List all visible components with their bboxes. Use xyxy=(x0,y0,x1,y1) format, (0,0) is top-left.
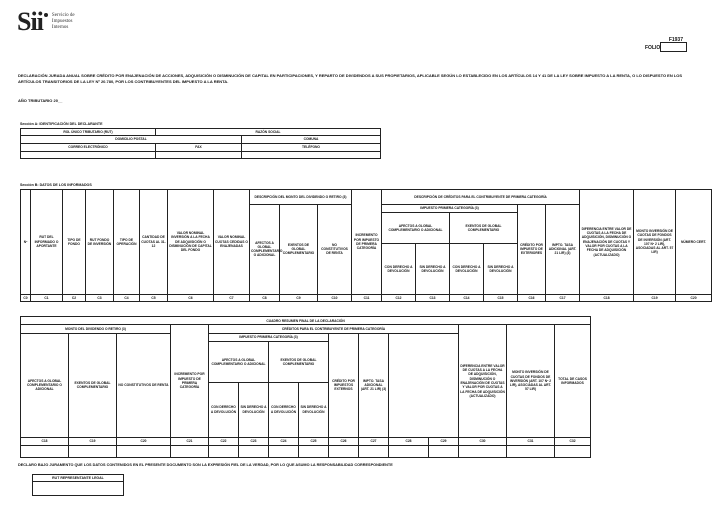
impuesto-group-header: IMPUESTO PRIMERA CATEGORÍA (3) xyxy=(382,204,518,212)
code-cell: C27 xyxy=(359,437,389,445)
rut-header: ROL ÚNICO TRIBUTARIO (RUT) xyxy=(21,129,156,136)
folio-label: FOLIO xyxy=(645,45,661,51)
value-cell[interactable] xyxy=(209,446,239,458)
form-code: F1937 xyxy=(668,37,683,43)
col-header: EXENTOS DE GLOBAL COMPLEMENTARIO xyxy=(269,342,329,383)
col-header: INCREMENTO POR IMPUESTO DE PRIMERA CATEGORÍA xyxy=(352,190,382,295)
col-header: SIN DERECHO A DEVOLUCIÓN xyxy=(416,244,450,294)
comuna-header: COMUNA xyxy=(242,136,381,144)
fax-header: FAX xyxy=(156,144,242,152)
code-cell: C29 xyxy=(429,437,459,445)
col-header: SIN DERECHO A DEVOLUCIÓN xyxy=(299,382,329,437)
code-cell: C18 xyxy=(21,437,69,445)
value-cell[interactable] xyxy=(359,446,389,458)
sii-logo xyxy=(17,9,75,35)
value-cell[interactable] xyxy=(239,446,269,458)
col-header: TIPO DE OPERACIÓN xyxy=(114,190,140,295)
code-cell: C9 xyxy=(280,294,318,301)
logo-dot-icon xyxy=(44,13,48,17)
section-a-title: Sección A: IDENTIFICACIÓN DEL DECLARANTE xyxy=(20,122,103,126)
code-cell: C15 xyxy=(484,294,518,301)
col-header: CON DERECHO A DEVOLUCIÓN xyxy=(382,244,416,294)
logo-mark: Sii xyxy=(17,7,43,36)
col-header: AFECTOS A GLOBAL COMPLEMENTARIO O ADICIONAL xyxy=(250,204,280,294)
code-cell: C11 xyxy=(352,294,382,301)
col-header: IMPTO. TASA ADICIONAL (ART. 21 LIR) (3) xyxy=(546,204,580,294)
col-header: VALOR NOMINAL CUOTAS CEDIDAS O ENAJENADAS xyxy=(214,190,250,295)
code-cell: C19 xyxy=(69,437,117,445)
col-header: SIN DERECHO A DEVOLUCIÓN xyxy=(484,244,518,294)
code-cell: C25 xyxy=(299,437,329,445)
col-header: EXENTOS DE GLOBAL COMPLEMENTARIO xyxy=(280,204,318,294)
col-header: NÚMERO CERT. xyxy=(676,190,712,295)
col-header: TOTAL DE CASOS INFORMADOS xyxy=(555,325,591,437)
creditos-header: CRÉDITOS PARA EL CONTRIBUYENTE DE PRIMERA CATEGORÍA xyxy=(209,325,459,333)
intro-text: DECLARACIÓN JURADA ANUAL SOBRE CRÉDITO POR ENAJENACIÓN DE ACCIONES, ADQUISICIÓN O DISMINUCIÓN DE CAPITAL EN PARTICIPACIONES, Y REPARTO DE DIVIDENDOS A SUS PROPIETARIOS, APLICABLE SEGÚN LO ESTABLECIDO EN LOS ARTÍCULOS 14 Y 41 DE LA LEY SOBRE IMPUESTO A LA RENTA, O LO DISPUESTO EN LOS ARTÍCULOS TRANSITORIOS DE LA LEY Nº 20.780, POR LOS CONTRIBUYENTES DEL IMPUESTO A LA RENTA. xyxy=(18,73,683,84)
code-cell: C8 xyxy=(250,294,280,301)
code-cell: C14 xyxy=(450,294,484,301)
code-cell: C19 xyxy=(634,294,676,301)
col-header: NO CONSTITUTIVOS DE RENTA xyxy=(318,204,352,294)
value-cell[interactable] xyxy=(389,446,429,458)
value-cell[interactable] xyxy=(171,446,209,458)
col-header: CON DERECHO A DEVOLUCIÓN xyxy=(209,382,239,437)
telefono-header: TELÉFONO xyxy=(242,144,381,152)
col-header: CRÉDITO POR IMPUESTO DE EXTERIORES xyxy=(518,204,546,294)
code-cell: C21 xyxy=(171,437,209,445)
col-header: NO CONSTITUTIVOS DE RENTA xyxy=(117,333,171,437)
col-header: MONTO INVERSIÓN DE CUOTAS DE FONDOS DE INVERSIÓN (ART. 107 Nº 2 LIR), ASOCIADAS AL ART. 57 LIR) xyxy=(507,325,555,437)
col-header: SIN DERECHO A DEVOLUCIÓN xyxy=(239,382,269,437)
code-cell: C12 xyxy=(382,294,416,301)
code-cell: C26 xyxy=(329,437,359,445)
logo-subtitle xyxy=(52,13,75,31)
monto-group-header: DESCRIPCIÓN DEL MONTO DEL DIVIDENDO O RETIRO (3) xyxy=(250,190,352,205)
rut-representante-label: RUT REPRESENTANTE LEGAL xyxy=(33,475,123,482)
value-cell[interactable] xyxy=(329,446,359,458)
code-cell: C6 xyxy=(168,294,214,301)
code-cell: C30 xyxy=(459,437,507,445)
code-cell: C32 xyxy=(555,437,591,445)
code-cell: C31 xyxy=(507,437,555,445)
col-header: AFECTOS A GLOBAL COMPLEMENTARIO O ADICIONAL xyxy=(209,342,269,383)
col-header: CON DERECHO A DEVOLUCIÓN xyxy=(269,382,299,437)
code-cell: C1 xyxy=(31,294,63,301)
creditos-group-header: DESCRIPCIÓN DE CRÉDITOS PARA EL CONTRIBUYENTE DE PRIMERA CATEGORÍA xyxy=(382,190,580,205)
folio-field[interactable] xyxy=(660,42,687,52)
correo-header: CORREO ELECTRÓNICO xyxy=(21,144,156,152)
logo-line: Impuestos xyxy=(51,19,73,24)
col-header: DIFERENCIA ENTRE VALOR DE CUOTAS A LA FECHA DE ADQUISICIÓN, DISMINUCIÓN O ENAJENACIÓN DE CUOTAS Y VALOR POR CUOTAS A LA FECHA DE ADQUISICIÓN (ACTUALIZADO) xyxy=(580,190,634,295)
value-cell[interactable] xyxy=(299,446,329,458)
tax-year: AÑO TRIBUTARIO 20__ xyxy=(18,98,63,103)
section-b-table xyxy=(20,189,712,302)
col-header: VALOR NOMINAL INVERSIÓN A LA FECHA DE ADQUISICIÓN O DISMINUCIÓN DE CAPITAL DEL FONDO xyxy=(168,190,214,295)
value-row xyxy=(21,446,591,458)
col-header: DIFERENCIA ENTRE VALOR DE CUOTAS A LA FECHA DE ADQUISICIÓN, DISMINUCIÓN O ENAJENACIÓN DE CUOTAS Y VALOR POR CUOTAS A LA FECHA DE ADQUISICIÓN (ACTUALIZADO) xyxy=(459,325,507,437)
code-cell: C0 xyxy=(21,294,31,301)
value-cell[interactable] xyxy=(507,446,555,458)
col-header: RUT FONDO DE INVERSIÓN xyxy=(86,190,114,295)
code-cell: C20 xyxy=(676,294,712,301)
rut-representante-box[interactable] xyxy=(32,474,124,496)
code-cell: C17 xyxy=(546,294,580,301)
code-cell: C7 xyxy=(214,294,250,301)
col-header: AFECTOS A GLOBAL COMPLEMENTARIO O ADICIONAL xyxy=(21,333,69,437)
code-cell: C24 xyxy=(269,437,299,445)
code-cell: C28 xyxy=(389,437,429,445)
code-cell: C10 xyxy=(318,294,352,301)
col-header: CANTIDAD DE CUOTAS AL 31-12 xyxy=(140,190,168,295)
value-cell[interactable] xyxy=(555,446,591,458)
value-cell[interactable] xyxy=(269,446,299,458)
section-c-title: CUADRO RESUMEN FINAL DE LA DECLARACIÓN xyxy=(21,317,591,325)
col-header: INCREMENTO POR IMPUESTO DE PRIMERA CATEGORÍA xyxy=(171,325,209,437)
value-cell[interactable] xyxy=(69,446,117,458)
value-cell[interactable] xyxy=(117,446,171,458)
col-header: Nº xyxy=(21,190,31,295)
impuesto-header: IMPUESTO PRIMERA CATEGORÍA (3) xyxy=(209,333,329,341)
col-header: MONTO INVERSIÓN DE CUOTAS DE FONDOS DE INVERSIÓN (ART. 107 Nº 2 LIR), ASOCIADAS AL ART. 57 LIR) xyxy=(634,190,676,295)
col-header: RUT DEL INFORMADO O APORTANTE xyxy=(31,190,63,295)
section-b-title: Sección B: DATOS DE LOS INFORMADOS xyxy=(20,183,92,187)
value-cell[interactable] xyxy=(459,446,507,458)
col-header: CRÉDITO POR IMPUESTOS EXTERNOS xyxy=(329,333,359,437)
code-cell: C3 xyxy=(86,294,114,301)
code-row xyxy=(21,294,712,301)
value-cell[interactable] xyxy=(429,446,459,458)
exentos-sub-header: EXENTOS DE GLOBAL COMPLEMENTARIO xyxy=(450,213,518,244)
code-cell: C20 xyxy=(117,437,171,445)
code-cell: C16 xyxy=(518,294,546,301)
col-header: EXENTOS DE GLOBAL COMPLEMENTARIO xyxy=(69,333,117,437)
value-cell[interactable] xyxy=(21,446,69,458)
col-header: IMPTO. TASA ADICIONAL (ART. 21 LIR) (3) xyxy=(359,333,389,437)
afectos-sub-header: AFECTOS A GLOBAL COMPLEMENTARIO O ADICIONAL xyxy=(382,213,450,244)
fax-field[interactable] xyxy=(156,152,242,159)
code-cell: C13 xyxy=(416,294,450,301)
rut-field[interactable] xyxy=(21,152,156,159)
telefono-field[interactable] xyxy=(242,152,381,159)
code-cell: C23 xyxy=(239,437,269,445)
code-cell: C5 xyxy=(140,294,168,301)
section-c-table xyxy=(20,316,591,458)
code-row xyxy=(21,437,591,445)
razon-social-header: RAZÓN SOCIAL xyxy=(156,129,381,136)
logo-line: Internos xyxy=(51,25,69,30)
section-a-table xyxy=(20,128,381,159)
code-cell: C22 xyxy=(209,437,239,445)
monto-header: MONTO DEL DIVIDENDO O RETIRO (3) xyxy=(21,325,171,333)
col-header: TIPO DE FONDO xyxy=(63,190,86,295)
declaration-note: DECLARO BAJO JURAMENTO QUE LOS DATOS CONTENIDOS EN EL PRESENTE DOCUMENTO SON LA EXPRESIÓN FIEL DE LA VERDAD, POR LO QUE ASUMO LA RESPONSABILIDAD CORRESPONDIENTE xyxy=(18,463,393,467)
col-header: CON DERECHO A DEVOLUCIÓN xyxy=(450,244,484,294)
code-cell: C4 xyxy=(114,294,140,301)
domicilio-header: DOMICILIO POSTAL xyxy=(21,136,242,144)
code-cell: C2 xyxy=(63,294,86,301)
logo-line: Servicio de xyxy=(51,13,75,18)
code-cell: C18 xyxy=(580,294,634,301)
